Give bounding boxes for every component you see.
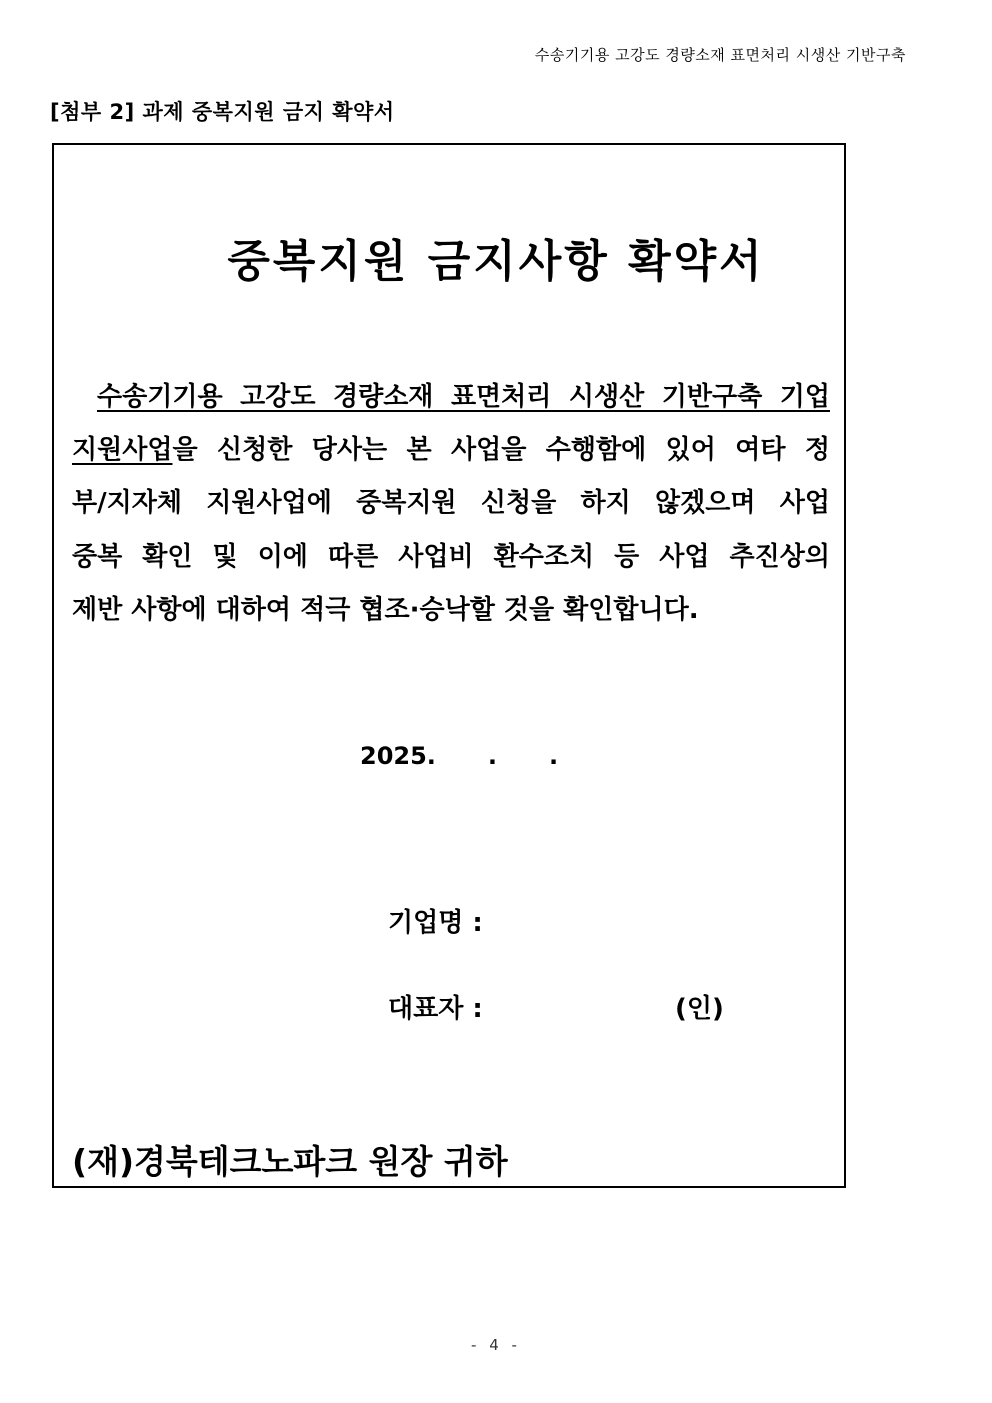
addressee: (재)경북테크노파크 원장 귀하 bbox=[72, 1142, 508, 1181]
body-line-3: 부/지자체 지원사업에 중복지원 신청을 하지 않겠으며 사업 bbox=[72, 488, 830, 518]
representative-label: 대표자 : bbox=[388, 994, 483, 1024]
date-year: 2025. bbox=[360, 742, 436, 770]
date-month-sep: . bbox=[487, 742, 498, 770]
document-title: 중복지원 금지사항 확약서 bbox=[227, 236, 765, 287]
page-number: - 4 - bbox=[471, 1336, 521, 1354]
project-name-part1: 수송기기용 고강도 경량소재 표면처리 시생산 기반구축 기업 bbox=[97, 382, 830, 412]
attachment-label: [첨부 2] 과제 중복지원 금지 확약서 bbox=[50, 100, 395, 124]
seal-mark: (인) bbox=[675, 994, 724, 1024]
body-line-1 bbox=[97, 377, 830, 417]
date-day-sep: . bbox=[549, 742, 559, 770]
running-header: 수송기기용 고강도 경량소재 표면처리 시생산 기반구축 bbox=[534, 46, 906, 64]
body-line-2-text: 을 신청한 당사는 본 사업을 수행함에 있어 여타 정 bbox=[172, 435, 830, 465]
date-line bbox=[360, 742, 558, 770]
body-line-2 bbox=[72, 430, 830, 470]
pledge-form-box bbox=[52, 143, 846, 1188]
body-line-4: 중복 확인 및 이에 따른 사업비 환수조치 등 사업 추진상의 bbox=[72, 542, 830, 572]
company-name-label: 기업명 : bbox=[388, 908, 483, 938]
body-line-5: 제반 사항에 대하여 적극 협조·승낙할 것을 확인합니다. bbox=[72, 595, 699, 625]
project-name-part2: 지원사업 bbox=[72, 435, 173, 465]
